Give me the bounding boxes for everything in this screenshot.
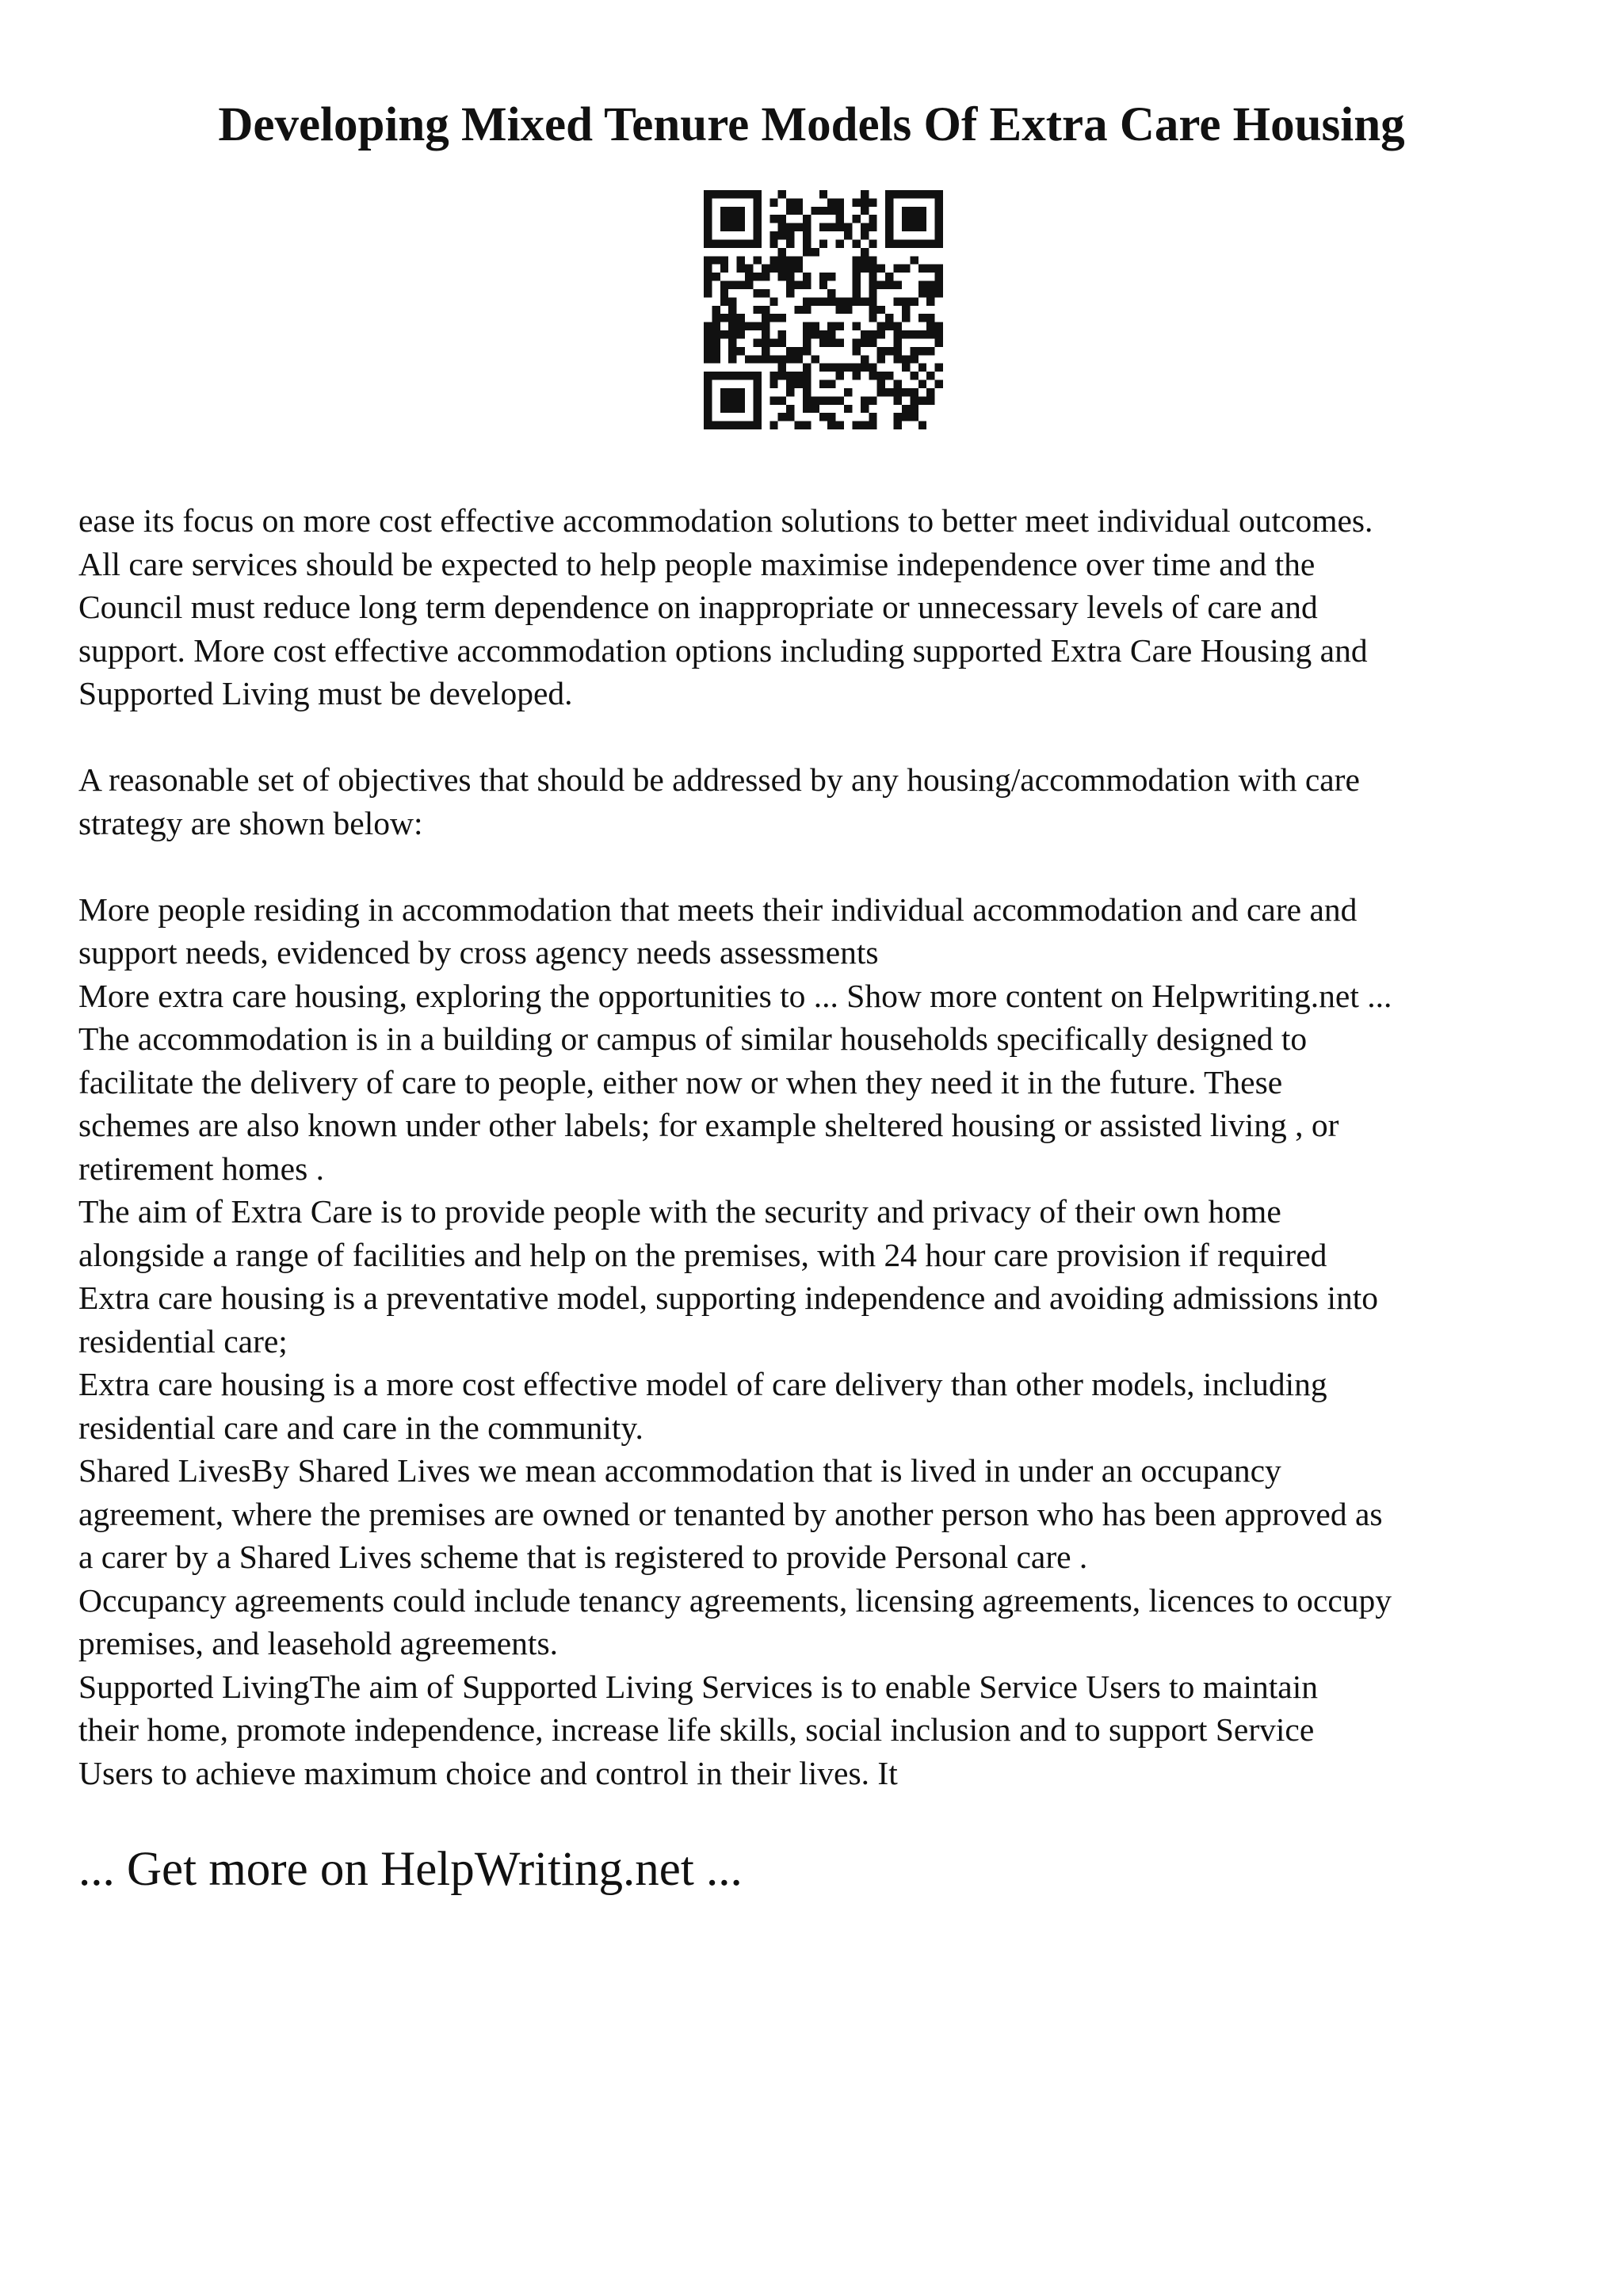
text-line: schemes are also known under other labels; for example sheltered housing or assisted living , or — [78, 1107, 1339, 1143]
text-line: agreement, where the premises are owned or tenanted by another person who has been approved as — [78, 1495, 1383, 1532]
document-title: Developing Mixed Tenure Models Of Extra Care Housing — [218, 98, 1405, 151]
text-line: A reasonable set of objectives that should be addressed by any housing/accommodation with care — [78, 761, 1360, 798]
text-line: Shared LivesBy Shared Lives we mean accommodation that is lived in under an occupancy — [78, 1452, 1281, 1489]
text-line: a carer by a Shared Lives scheme that is registered to provide Personal care . — [78, 1539, 1088, 1575]
text-line: More people residing in accommodation that meets their individual accommodation and care and — [78, 891, 1358, 928]
text-line: Users to achieve maximum choice and control in their lives. It — [78, 1754, 898, 1791]
paragraph-spacer — [78, 845, 1584, 888]
text-line: Supported Living must be developed. — [78, 675, 573, 711]
text-line: facilitate the delivery of care to people, either now or when they need it in the future. These — [78, 1063, 1283, 1100]
paragraph-main — [78, 888, 1584, 1795]
document-body — [78, 499, 1584, 1794]
text-line: All care services should be expected to help people maximise independence over time and the — [78, 545, 1316, 582]
text-line: residential care; — [78, 1322, 288, 1360]
text-line: More extra care housing, exploring the opportunities to ... Show more content on Helpwriting.net ... — [78, 977, 1392, 1014]
text-line: alongside a range of facilities and help on the premises, with 24 hour care provision if required — [78, 1236, 1327, 1273]
text-line: ease its focus on more cost effective accommodation solutions to better meet individual outcomes. — [78, 502, 1373, 539]
text-line: Supported LivingThe aim of Supported Living Services is to enable Service Users to maintain — [78, 1668, 1318, 1705]
text-line: Occupancy agreements could include tenancy agreements, licensing agreements, licences to occupy — [78, 1581, 1392, 1619]
text-line: premises, and leasehold agreements. — [78, 1625, 558, 1661]
paragraph-spacer — [78, 715, 1584, 759]
text-line: support needs, evidenced by cross agency needs assessments — [78, 934, 879, 971]
text-line: support. More cost effective accommodation options including supported Extra Care Housing and — [78, 631, 1368, 669]
text-line: Extra care housing is a more cost effective model of care delivery than other models, including — [78, 1366, 1327, 1402]
qr-code-icon — [704, 190, 943, 429]
paragraph-objectives — [78, 758, 1584, 845]
text-line: retirement homes . — [78, 1150, 324, 1187]
text-line: residential care and care in the community. — [78, 1409, 643, 1446]
text-line: The aim of Extra Care is to provide people with the security and privacy of their own home — [78, 1193, 1281, 1230]
paragraph-intro — [78, 499, 1584, 715]
text-line: strategy are shown below: — [78, 804, 423, 841]
text-line: their home, promote independence, increase life skills, social inclusion and to support Service — [78, 1711, 1315, 1748]
qr-code-graphic — [704, 190, 943, 429]
text-line: Council must reduce long term dependence on inappropriate or unnecessary levels of care and — [78, 589, 1318, 625]
text-line: Extra care housing is a preventative model, supporting independence and avoiding admissions into — [78, 1280, 1378, 1316]
get-more-link[interactable]: ... Get more on HelpWriting.net ... — [78, 1843, 743, 1896]
text-line: The accommodation is in a building or campus of similar households specifically designed to — [78, 1020, 1308, 1057]
